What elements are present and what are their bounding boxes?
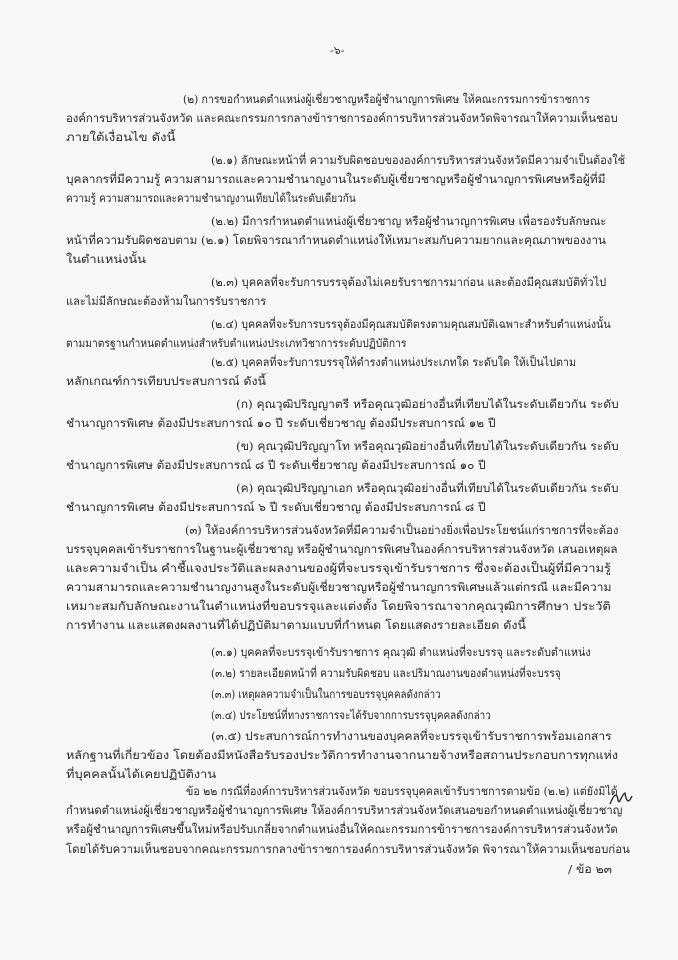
document-line: ชำนาญการพิเศษ ต้องมีประสบการณ์ ๑๐ ปี ระดับเชี่ยวชาญ ต้องมีประสบการณ์ ๑๒ ปี xyxy=(66,416,496,430)
document-line: หลักฐานที่เกี่ยวข้อง โดยต้องมีหนังสือรับรองประวัติการทำงานจากนายจ้างหรือสถานประกอบการทุกแห่ง xyxy=(66,748,618,762)
page-number: -๖- xyxy=(330,44,345,57)
document-line: (๓.๕) ประสบการณ์การทำงานของบุคคลที่จะบรรจุเข้ารับราชการพร้อมเอกสาร xyxy=(211,729,612,743)
document-line: บรรจุบุคคลเข้ารับราชการในฐานะผู้เชี่ยวชาญ หรือผู้ชำนาญการพิเศษในองค์การบริหารส่วนจังหวัด เสนอเหตุผล xyxy=(66,542,618,556)
document-line: ความสามารถและความชำนาญงานสูงในระดับผู้เชี่ยวชาญหรือผู้ชำนาญการพิเศษแล้วแต่กรณี และมีความ xyxy=(66,580,612,594)
document-line: ที่บุคคลนั้นได้เคยปฏิบัติงาน xyxy=(66,767,217,781)
document-line: (๓.๔) ประโยชน์ที่ทางราชการจะได้รับจากการบรรจุบุคคลดังกล่าว xyxy=(211,708,491,722)
document-line: บุคลากรที่มีความรู้ ความสามารถและความชำนาญงานในระดับผู้เชี่ยวชาญหรือผู้ชำนาญการพิเศษหรือผู้ที่มี xyxy=(66,172,606,186)
document-line: (ก) คุณวุฒิปริญญาตรี หรือคุณวุฒิอย่างอื่นที่เทียบได้ในระดับเดียวกัน ระดับ xyxy=(236,397,619,411)
document-line: ข้อ ๒๒ กรณีที่องค์การบริหารส่วนจังหวัด ขอบรรจุบุคคลเข้ารับราชการตามข้อ (๒.๒) แต่ยังมิได้ xyxy=(186,784,618,798)
document-line: (๒.๔) บุคคลที่จะรับการบรรจุต้องมีคุณสมบัติตรงตามคุณสมบัติเฉพาะสำหรับตำแหน่งนั้น xyxy=(211,317,611,331)
document-line: (๓.๒) รายละเอียดหน้าที่ ความรับผิดชอบ และปริมาณงานของตำแหน่งที่จะบรรจุ xyxy=(211,666,561,680)
document-line: (๒.๑) ลักษณะหน้าที่ ความรับผิดชอบขององค์การบริหารส่วนจังหวัดมีความจำเป็นต้องใช้ xyxy=(211,153,626,167)
document-line: (๒) การขอกำหนดตำแหน่งผู้เชี่ยวชาญหรือผู้ชำนาญการพิเศษ ให้คณะกรรมการข้าราชการ xyxy=(183,92,590,106)
document-line: / ข้อ ๒๓ xyxy=(568,862,613,876)
document-line: (๒.๓) บุคคลที่จะรับการบรรจุต้องไม่เคยรับราชการมาก่อน และต้องมีคุณสมบัติทั่วไป xyxy=(211,275,607,289)
document-line: และไม่มีลักษณะต้องห้ามในการรับราชการ xyxy=(66,294,267,308)
document-line: หน้าที่ความรับผิดชอบตาม (๒.๑) โดยพิจารณากำหนดตำแหน่งให้เหมาะสมกับความยากและคุณภาพของงาน xyxy=(66,233,606,247)
document-line: (๓.๑) บุคคลที่จะบรรจุเข้ารับราชการ คุณวุฒิ ตำแหน่งที่จะบรรจุ และระดับตำแหน่ง xyxy=(211,645,591,659)
document-line: และความจำเป็น คำชี้แจงประวัติและผลงานของผู้ที่จะบรรจุเข้ารับราชการ ซึ่งจะต้องเป็นผู้ที่มีความรู้ xyxy=(66,561,611,575)
document-line: ในตำแหน่งนั้น xyxy=(66,252,146,266)
document-line: (ข) คุณวุฒิปริญญาโท หรือคุณวุฒิอย่างอื่นที่เทียบได้ในระดับเดียวกัน ระดับ xyxy=(236,439,619,453)
document-line: หลักเกณฑ์การเทียบประสบการณ์ ดังนี้ xyxy=(66,374,266,388)
document-line: (๓) ให้องค์การบริหารส่วนจังหวัดที่มีความจำเป็นอย่างยิ่งเพื่อประโยชน์แก่ราชการที่จะต้อง xyxy=(185,523,619,537)
document-line: (ค) คุณวุฒิปริญญาเอก หรือคุณวุฒิอย่างอื่นที่เทียบได้ในระดับเดียวกัน ระดับ xyxy=(236,481,619,495)
document-line: หรือผู้ชำนาญการพิเศษขึ้นใหม่หรือปรับเกลี่ยจากตำแหน่งอื่นให้คณะกรรมการข้าราชการองค์การบริหารส่วนจังหวัด xyxy=(66,822,618,836)
document-line: การทำงาน และแสดงผลงานที่ได้ปฏิบัติมาตามแบบที่กำหนด โดยแสดงรายละเอียด ดังนี้ xyxy=(66,618,526,632)
document-line: โดยได้รับความเห็นชอบจากคณะกรรมการกลางข้าราชการองค์การบริหารส่วนจังหวัด พิจารณาให้ความเห็นชอบก่อน xyxy=(66,842,630,856)
document-line: (๓.๓) เหตุผลความจำเป็นในการขอบรรจุบุคคลดังกล่าว xyxy=(211,687,441,701)
document-line: ตามมาตรฐานกำหนดตำแหน่งสำหรับตำแหน่งประเภทวิชาการระดับปฏิบัติการ xyxy=(66,336,407,350)
document-line: กำหนดตำแหน่งผู้เชี่ยวชาญหรือผู้ชำนาญการพิเศษ ให้องค์การบริหารส่วนจังหวัดเสนอขอกำหนดตำแหน่งผู้เชี่ยวชาญ xyxy=(66,803,623,817)
document-line: (๒.๕) บุคคลที่จะรับการบรรจุให้ดำรงตำแหน่งประเภทใด ระดับใด ให้เป็นไปตาม xyxy=(211,355,577,369)
document-line: ชำนาญการพิเศษ ต้องมีประสบการณ์ ๖ ปี ระดับเชี่ยวชาญ ต้องมีประสบการณ์ ๘ ปี xyxy=(66,500,486,514)
document-line: ความรู้ ความสามารถและความชำนาญงานเทียบได้ในระดับเดียวกัน xyxy=(66,191,356,205)
initial-signature-icon xyxy=(608,790,634,810)
document-line: ภายใต้เงื่อนไข ดังนี้ xyxy=(66,130,176,144)
document-line: เหมาะสมกับลักษณะงานในตำแหน่งที่ขอบรรจุและแต่งตั้ง โดยพิจารณาจากคุณวุฒิการศึกษา ประวัติ xyxy=(66,599,611,613)
document-line: (๒.๒) มีการกำหนดตำแหน่งผู้เชี่ยวชาญ หรือผู้ชำนาญการพิเศษ เพื่อรองรับลักษณะ xyxy=(211,214,607,228)
document-line: องค์การบริหารส่วนจังหวัด และคณะกรรมการกลางข้าราชการองค์การบริหารส่วนจังหวัดพิจารณาให้ความเห็นชอบ xyxy=(66,111,618,125)
document-line: ชำนาญการพิเศษ ต้องมีประสบการณ์ ๘ ปี ระดับเชี่ยวชาญ ต้องมีประสบการณ์ ๑๐ ปี xyxy=(66,458,486,472)
